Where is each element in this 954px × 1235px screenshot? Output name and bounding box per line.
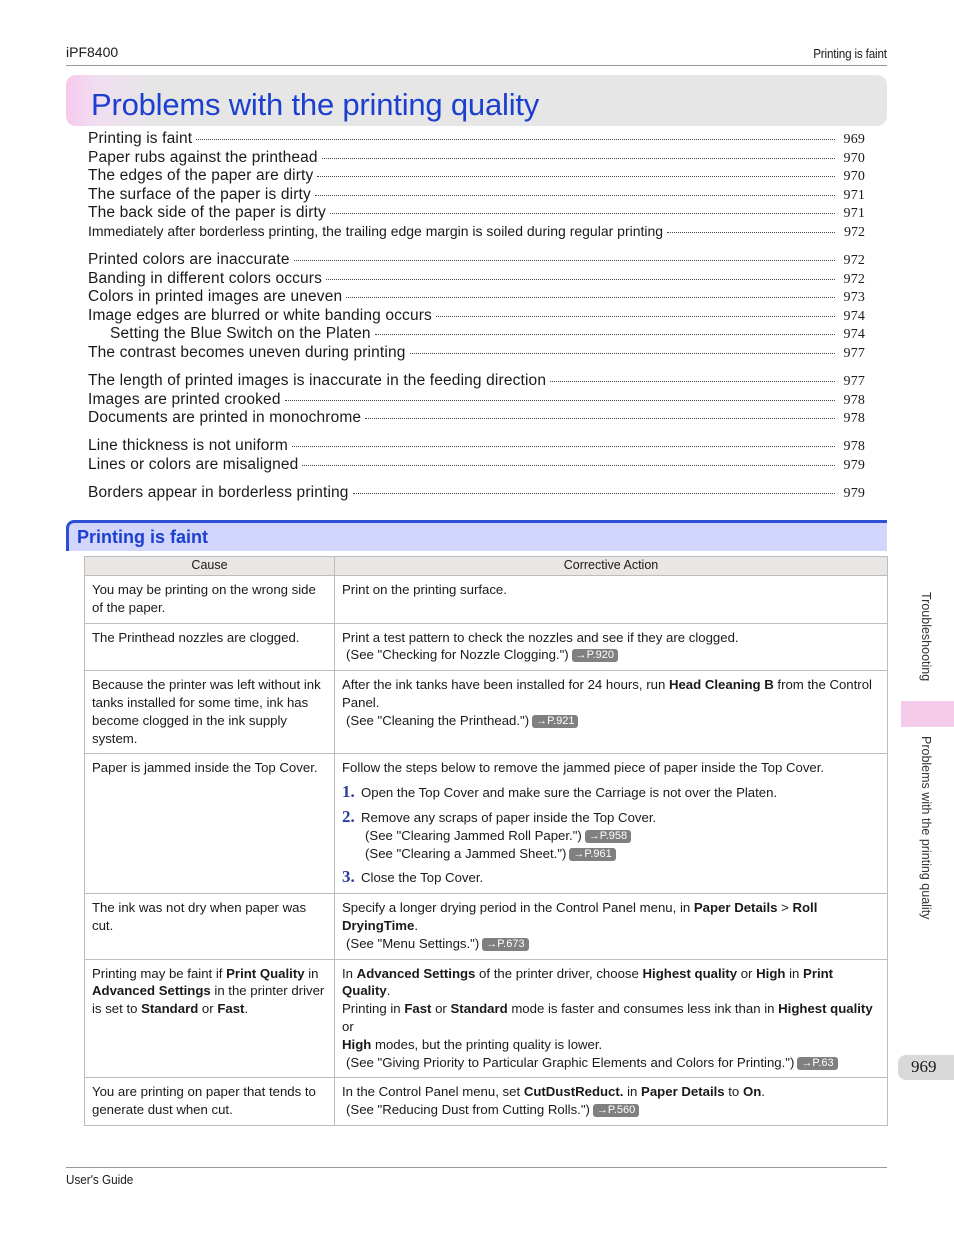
toc-entry[interactable]: The surface of the paper is dirty 971	[88, 185, 865, 203]
table-row	[85, 1078, 888, 1126]
page-number-badge	[898, 1055, 954, 1080]
see-also: (See "Clearing a Jammed Sheet.") →P.961	[342, 845, 880, 863]
section-title: Printing is faint	[77, 527, 209, 547]
page-ref-link[interactable]: →P.958	[585, 830, 631, 843]
table-row	[85, 576, 888, 624]
see-also: (See "Reducing Dust from Cutting Rolls.") →P.560	[342, 1101, 880, 1119]
sidebar-active-marker	[901, 701, 954, 727]
column-header-cause: Cause	[85, 557, 335, 576]
see-also: (See "Cleaning the Printhead.") →P.921	[342, 712, 880, 730]
cause-action-table	[84, 556, 888, 1126]
see-also: (See "Clearing Jammed Roll Paper.") →P.958	[342, 827, 880, 845]
toc-entry[interactable]: The contrast becomes uneven during printing 977	[88, 344, 865, 362]
page-number: 969	[911, 1057, 937, 1076]
cause-cell: The ink was not dry when paper was cut.	[85, 894, 335, 959]
toc-entry[interactable]: Immediately after borderless printing, the trailing edge margin is soiled during regular printing 972	[88, 222, 865, 240]
page-ref-link[interactable]: →P.560	[593, 1104, 639, 1117]
toc-entry[interactable]: Lines or colors are misaligned 979	[88, 456, 865, 473]
toc-entry[interactable]: Borders appear in borderless printing 979	[88, 484, 865, 502]
cause-cell: Printing may be faint if Print Quality in Advanced Settings in the printer driver is set to Standard or Fast.	[85, 959, 335, 1078]
table-row	[85, 959, 888, 1078]
toc-entry[interactable]: Colors in printed images are uneven 973	[88, 288, 865, 306]
section-header	[66, 520, 887, 551]
action-cell: In the Control Panel menu, set CutDustReduct. in Paper Details to On. (See "Reducing Dust from Cutting Rolls.") →P.560	[335, 1078, 888, 1126]
see-also: (See "Checking for Nozzle Clogging.") →P.920	[342, 646, 880, 664]
action-cell: After the ink tanks have been installed for 24 hours, run Head Cleaning B from the Control Panel. (See "Cleaning the Printhead.") →P.921	[335, 671, 888, 754]
footer-rule	[66, 1167, 887, 1168]
toc-entry[interactable]: Paper rubs against the printhead 970	[88, 148, 865, 166]
action-cell: Follow the steps below to remove the jammed piece of paper inside the Top Cover. 1. Open the Top Cover and make sure the Carriage is not over the Platen. 2. Remove any scraps of paper inside the Top Cover. (See "Clearing Jammed Roll Paper.") →P.958 (See "Clearing a Jammed Sheet.") →P.961 3. Close the Top Cover.	[335, 754, 888, 894]
page-title: Problems with the printing quality	[91, 87, 540, 122]
header-product: iPF8400	[66, 44, 119, 60]
see-also: (See "Menu Settings.") →P.673	[342, 935, 880, 953]
cause-cell: Because the printer was left without ink tanks installed for some time, ink has become clogged in the ink supply system.	[85, 671, 335, 754]
table-of-contents	[88, 130, 865, 503]
cause-cell: You are printing on paper that tends to generate dust when cut.	[85, 1078, 335, 1126]
toc-entry[interactable]: The edges of the paper are dirty 970	[88, 167, 865, 185]
header-rule	[66, 65, 887, 66]
toc-entry[interactable]: Printing is faint 969	[88, 130, 865, 147]
cause-cell: The Printhead nozzles are clogged.	[85, 623, 335, 671]
page-ref-link[interactable]: →P.921	[532, 715, 578, 728]
cause-cell: You may be printing on the wrong side of the paper.	[85, 576, 335, 624]
page-ref-link[interactable]: →P.63	[797, 1057, 837, 1070]
title-band	[66, 75, 887, 126]
header-section: Printing is faint	[813, 46, 887, 61]
table-row	[85, 671, 888, 754]
toc-entry[interactable]: Image edges are blurred or white banding occurs 974	[88, 306, 865, 324]
action-cell: Print a test pattern to check the nozzles and see if they are clogged. (See "Checking for Nozzle Clogging.") →P.920	[335, 623, 888, 671]
page-ref-link[interactable]: →P.673	[482, 938, 528, 951]
toc-entry[interactable]: The length of printed images is inaccurate in the feeding direction 977	[88, 372, 865, 390]
table-row	[85, 623, 888, 671]
action-cell: In Advanced Settings of the printer driver, choose Highest quality or High in Print Quality. Printing in Fast or Standard mode is faster and consumes less ink than in Highest quality or High modes, but the printing quality is lower. (See "Giving Priority to Particular Graphic Elements and Colors for Printing.") →P.63	[335, 959, 888, 1078]
sidebar-tab-troubleshooting[interactable]: Troubleshooting	[919, 592, 933, 682]
toc-entry[interactable]: Images are printed crooked 978	[88, 390, 865, 408]
step-2: 2. Remove any scraps of paper inside the Top Cover.	[342, 806, 657, 826]
action-cell: Print on the printing surface.	[335, 576, 888, 624]
step-3: 3. Close the Top Cover.	[342, 867, 484, 887]
toc-subentry[interactable]: Setting the Blue Switch on the Platen 974	[110, 325, 865, 343]
step-1: 1. Open the Top Cover and make sure the Carriage is not over the Platen.	[342, 782, 778, 802]
table-header-row	[85, 557, 888, 576]
toc-entry[interactable]: Printed colors are inaccurate 972	[88, 251, 865, 269]
table-row	[85, 754, 888, 894]
footer-text: User's Guide	[66, 1172, 134, 1187]
action-cell: Specify a longer drying period in the Control Panel menu, in Paper Details > Roll DryingTime. (See "Menu Settings.") →P.673	[335, 894, 888, 959]
page-ref-link[interactable]: →P.920	[572, 649, 618, 662]
toc-entry[interactable]: Documents are printed in monochrome 978	[88, 409, 865, 427]
column-header-action: Corrective Action	[335, 557, 888, 576]
see-also: (See "Giving Priority to Particular Graphic Elements and Colors for Printing.") →P.63	[342, 1054, 880, 1072]
sidebar-tab-printing-quality[interactable]: Problems with the printing quality	[919, 736, 933, 920]
cause-cell: Paper is jammed inside the Top Cover.	[85, 754, 335, 894]
toc-entry[interactable]: Line thickness is not uniform 978	[88, 437, 865, 455]
toc-entry[interactable]: The back side of the paper is dirty 971	[88, 204, 865, 222]
page-ref-link[interactable]: →P.961	[569, 848, 615, 861]
toc-entry[interactable]: Banding in different colors occurs 972	[88, 269, 865, 287]
table-row	[85, 894, 888, 959]
